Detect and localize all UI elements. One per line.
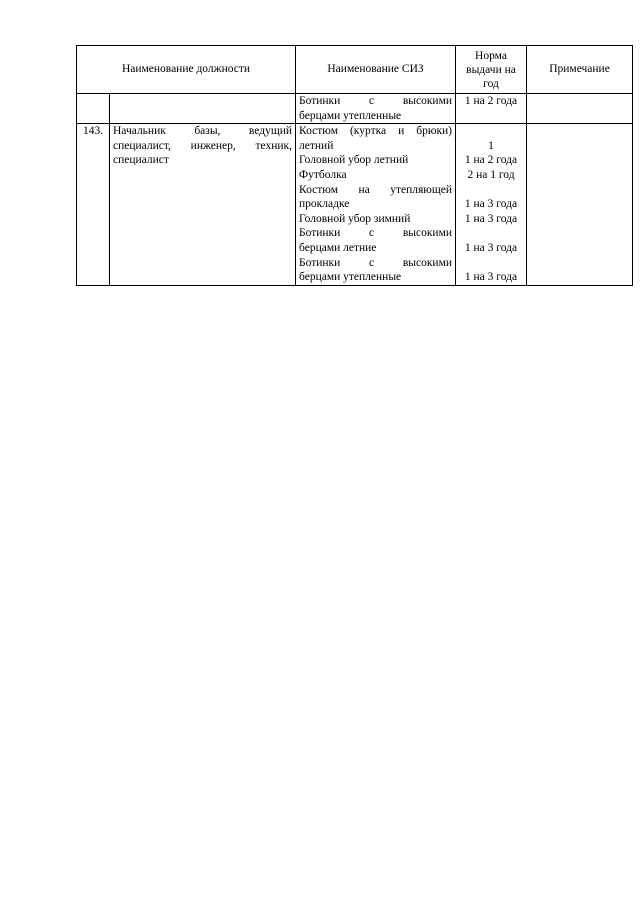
norm-cell	[456, 94, 527, 124]
siz-item-line: берцами летние	[299, 241, 377, 254]
row-number	[77, 94, 110, 124]
table-row	[77, 124, 633, 286]
norm-value: 1	[488, 139, 494, 152]
siz-item-line: Костюм на утепляющей	[299, 183, 453, 196]
header-note: Примечание	[527, 46, 633, 94]
note-cell	[527, 94, 633, 124]
siz-item-line: Ботинки с высокими	[299, 95, 453, 107]
header-norm	[456, 46, 527, 94]
siz-item-line: Ботинки с высокими	[299, 227, 453, 240]
position-cell	[110, 94, 296, 124]
siz-items-cell	[296, 94, 456, 124]
header-norm-line1: Норма	[475, 49, 507, 62]
header-position: Наименование должности	[77, 46, 296, 94]
norm-value: 1 на 2 года	[464, 154, 518, 167]
siz-norms-table	[76, 45, 633, 286]
siz-item-line: берцами утепленные	[299, 109, 402, 122]
norm-cell	[456, 124, 527, 286]
norm-value: 1 на 3 года	[464, 198, 518, 211]
norm-value: 1 на 3 года	[464, 271, 518, 284]
norm-value: 1 на 3 года	[464, 212, 518, 225]
table-row	[77, 94, 633, 124]
norm-value: 2 на 1 год	[467, 168, 515, 181]
siz-item-line: прокладке	[299, 198, 350, 211]
siz-item-line: летний	[299, 139, 334, 152]
siz-item-line: берцами утепленные	[299, 271, 402, 284]
position-cell: Начальник базы, ведущий специалист, инженер, техник, специалист	[110, 124, 296, 286]
row-number: 143.	[77, 124, 110, 286]
note-cell	[527, 124, 633, 286]
siz-item-line: Ботинки с высокими	[299, 256, 453, 269]
siz-item-line: Головной убор летний	[299, 154, 409, 167]
siz-items-cell	[296, 124, 456, 286]
siz-item-line: Головной убор зимний	[299, 212, 411, 225]
siz-item-line: Футболка	[299, 168, 347, 181]
norm-value: 1 на 3 года	[464, 241, 518, 254]
header-row	[77, 46, 633, 94]
norm-value: 1 на 2 года	[464, 95, 518, 107]
siz-item-line: Костюм (куртка и брюки)	[299, 125, 453, 138]
header-siz: Наименование СИЗ	[296, 46, 456, 94]
header-norm-line2: выдачи на	[466, 63, 516, 76]
header-norm-line3: год	[483, 77, 499, 90]
